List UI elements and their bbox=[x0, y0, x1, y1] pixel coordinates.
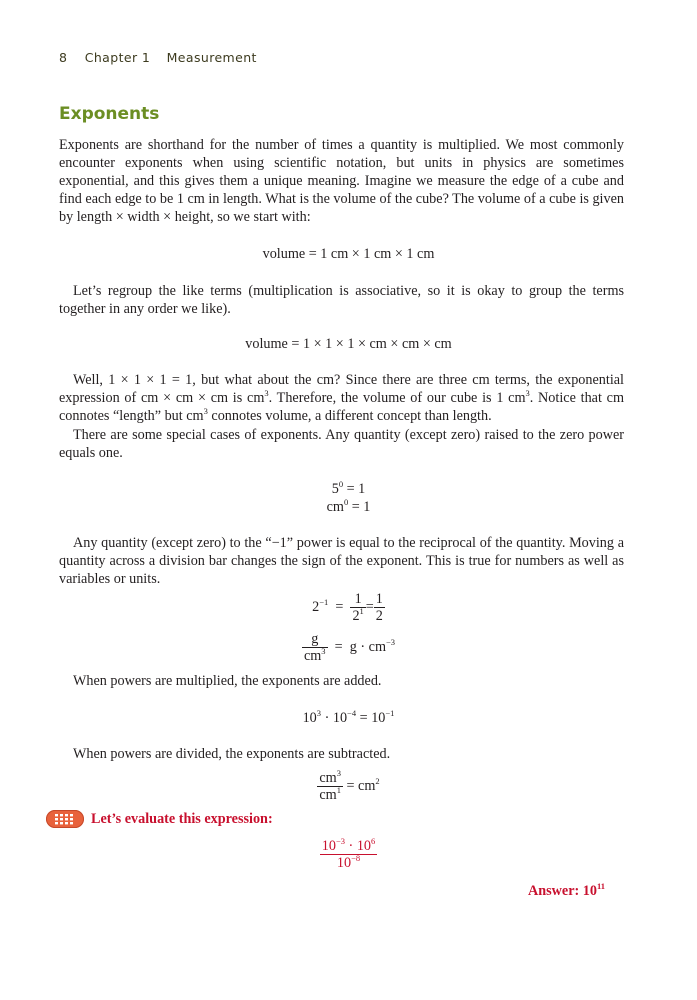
text-run: connotes volume, a different concept than length. bbox=[207, 408, 492, 424]
base: 2 bbox=[312, 598, 320, 615]
equals-sign: = bbox=[365, 598, 374, 615]
paragraph-cm-terms bbox=[59, 371, 624, 425]
example-expression bbox=[0, 838, 697, 871]
exponent: 3 bbox=[321, 646, 326, 656]
exponent: 1 bbox=[359, 606, 364, 616]
fraction bbox=[302, 631, 328, 664]
operator: · bbox=[321, 710, 333, 726]
equation-divide-powers bbox=[0, 770, 697, 803]
fraction bbox=[350, 591, 365, 624]
section-heading: Exponents bbox=[59, 104, 160, 124]
base: cm bbox=[303, 648, 322, 664]
rhs: = 1 bbox=[348, 499, 371, 515]
calculator-icon-glyph bbox=[46, 810, 84, 828]
exponent: 0 bbox=[343, 497, 349, 507]
paragraph-multiplied: When powers are multiplied, the exponents are added. bbox=[73, 673, 382, 689]
fraction bbox=[374, 591, 385, 624]
base: cm bbox=[358, 777, 376, 794]
base: 2 bbox=[352, 608, 360, 624]
base: 10 bbox=[302, 710, 317, 726]
exponent: 11 bbox=[596, 881, 605, 891]
equals-sign: = bbox=[334, 638, 343, 655]
base: cm bbox=[319, 770, 337, 786]
paragraph-negative-power: Any quantity (except zero) to the “−1” power is equal to the reciprocal of the quantity. Moving a quantity across a division bar changes the sign of the exponent. This is true for numbers as well as variables or units. bbox=[59, 535, 624, 587]
exponent: −4 bbox=[347, 708, 357, 718]
text-run: . Notice that cm connotes “length” but cm bbox=[59, 390, 624, 424]
exponent: 3 bbox=[336, 768, 341, 778]
exponent: −3 bbox=[335, 836, 345, 846]
exponent: 3 bbox=[316, 708, 322, 718]
equation-zero-power-unit bbox=[0, 498, 697, 516]
answer bbox=[528, 883, 605, 900]
fraction bbox=[317, 770, 343, 803]
equals-sign: = bbox=[342, 777, 359, 794]
text-run: . Therefore, the volume of our cube is 1 cm bbox=[268, 390, 526, 406]
equation-reciprocal bbox=[0, 591, 697, 624]
exponent: 0 bbox=[338, 479, 344, 489]
exponent: 6 bbox=[371, 836, 376, 846]
equals-sign: = bbox=[356, 710, 372, 726]
base: 10 bbox=[356, 838, 371, 854]
chapter-label: Chapter 1 bbox=[84, 50, 151, 65]
rhs: = 1 bbox=[343, 481, 366, 497]
base: cm bbox=[326, 499, 344, 515]
numerator: g bbox=[302, 631, 328, 648]
exponent: 2 bbox=[375, 775, 380, 786]
exponent: −1 bbox=[319, 596, 329, 607]
chapter-title: Measurement bbox=[166, 50, 257, 65]
base: 10 bbox=[332, 710, 348, 726]
exponent: 1 bbox=[336, 785, 341, 795]
operator: · bbox=[344, 838, 357, 854]
paragraph-regroup: Let’s regroup the like terms (multiplication is associative, so it is okay to group the terms together in any order we like). bbox=[59, 283, 624, 317]
base: cm bbox=[319, 787, 337, 803]
calculator-icon bbox=[46, 810, 84, 828]
denominator: 2 bbox=[375, 608, 383, 624]
base: 10 bbox=[336, 855, 352, 871]
denominator bbox=[302, 648, 328, 664]
paragraph-intro: Exponents are shorthand for the number of times a quantity is multiplied. We most commonly encounter exponents when using scientific notation, but units in physics are sometimes exponential, and this gives them a unique meaning. Imagine we measure the edge of a cube and find each edge to be 1 cm in length. What is the volume of the cube? The volume of a cube is given by length × width × height, so we start with: bbox=[59, 137, 624, 225]
example-prompt: Let’s evaluate this expression: bbox=[91, 811, 273, 827]
denominator bbox=[350, 608, 365, 624]
superscript: 3 bbox=[264, 388, 269, 398]
numerator: 1 bbox=[375, 591, 383, 607]
exponent: −1 bbox=[385, 708, 395, 718]
numerator: 1 bbox=[350, 591, 365, 608]
numerator bbox=[320, 838, 378, 855]
equation-volume: volume = 1 cm × 1 cm × 1 cm bbox=[262, 246, 435, 262]
page-number: 8 bbox=[59, 50, 68, 65]
equation-unit-reciprocal bbox=[0, 631, 697, 664]
answer-label: Answer: 10 bbox=[528, 883, 597, 899]
paragraph-special-cases: There are some special cases of exponents. Any quantity (except zero) raised to the zero power equals one. bbox=[59, 427, 624, 461]
base: g · cm bbox=[349, 638, 386, 655]
equation-zero-power-number bbox=[0, 480, 697, 498]
base: 5 bbox=[331, 481, 339, 497]
denominator bbox=[320, 855, 378, 871]
running-header bbox=[59, 50, 257, 65]
fraction bbox=[320, 838, 378, 871]
text-run: Well, 1 × 1 × 1 = 1, but what about the cm? Since there are three cm terms, the exponential expression of cm × cm × cm is cm bbox=[59, 372, 624, 406]
equation-multiply-powers bbox=[0, 709, 697, 727]
equals-sign: = bbox=[335, 598, 344, 615]
denominator bbox=[317, 787, 343, 803]
superscript: 3 bbox=[525, 388, 530, 398]
paragraph-divided: When powers are divided, the exponents are subtracted. bbox=[73, 746, 391, 762]
base: 10 bbox=[371, 710, 386, 726]
superscript: 3 bbox=[203, 406, 208, 416]
base: 10 bbox=[321, 838, 336, 854]
equation-regrouped: volume = 1 × 1 × 1 × cm × cm × cm bbox=[245, 336, 452, 352]
exponent: −3 bbox=[386, 636, 396, 647]
exponent: −8 bbox=[351, 853, 361, 863]
